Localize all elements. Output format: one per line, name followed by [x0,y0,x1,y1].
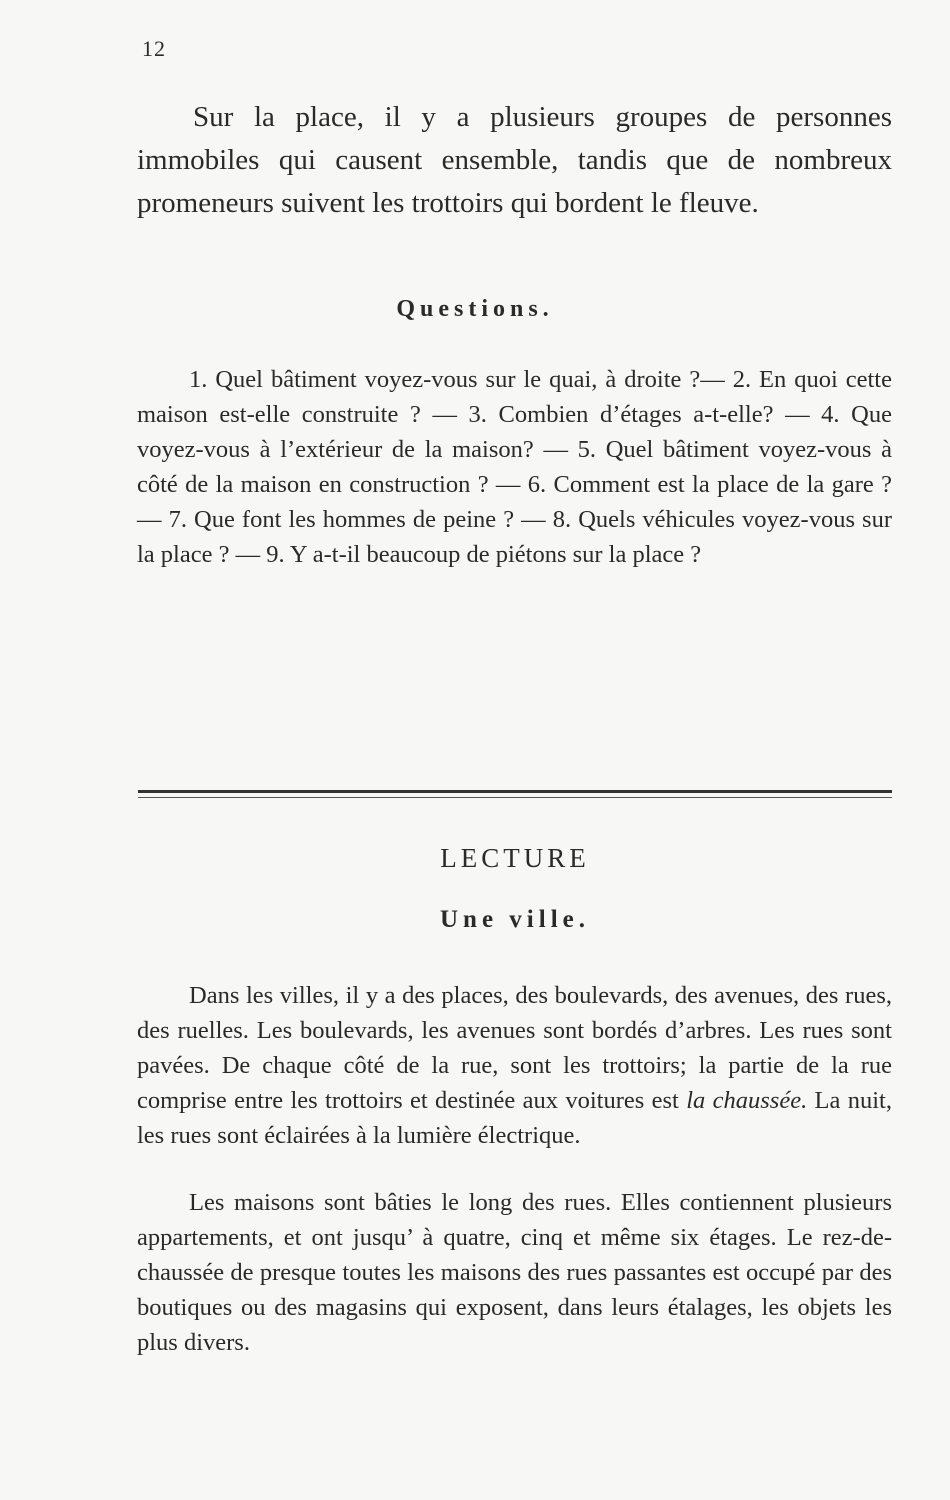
intro-paragraph: Sur la place, il y a plusieurs groupes de personnes immobiles qui causent ensemble, tandis que de nombreux promeneurs suivent les trottoirs qui bordent le fleuve. [137,101,892,219]
section-divider [138,790,892,793]
section-divider-thin [138,797,892,798]
page-number: 12 [142,36,166,61]
questions-paragraph: 1. Quel bâtiment voyez-vous sur le quai, à droite ?— 2. En quoi cette maison est-elle construite ? — 3. Combien d’étages a-t-elle? — 4. Que voyez-vous à l’extérieur de la maison? — 5. Quel bâtiment voyez-vous à côté de la maison en construction ? — 6. Comment est la place de la gare ? — 7. Que font les hommes de peine ? — 8. Quels véhicules voyez-vous sur la place ? — 9. Y a-t-il beaucoup de piétons sur la place ? [137,366,892,568]
lecture-paragraph-1-end: La nuit, les rues sont éclairées à la lumière électrique. [137,1087,892,1149]
lecture-emphasis-chaussee: la chaussée. [686,1087,808,1114]
lecture-paragraph-1 [137,978,892,1153]
lecture-title: LECTURE [440,843,590,873]
lecture-subtitle: Une ville. [440,906,590,933]
questions-heading: Questions. [396,296,554,322]
lecture-paragraph-1-text: Dans les villes, il y a des places, des boulevards, des avenues, des rues, des ruelles. Les boulevards, les avenues sont bordés d’arbres. Les rues sont pavées. De chaque côté de la rue, sont les trottoirs; la partie de la rue comprise entre les trottoirs et destinée aux voitures est [137,982,892,1114]
lecture-paragraph-2: Les maisons sont bâties le long des rues. Elles contiennent plusieurs appartements, et ont jusqu’ à quatre, cinq et même six étages. Le rez-de-chaussée de presque toutes les maisons des rues passantes est occupé par des boutiques ou des magasins qui exposent, dans leurs étalages, les objets les plus divers. [137,1189,892,1356]
